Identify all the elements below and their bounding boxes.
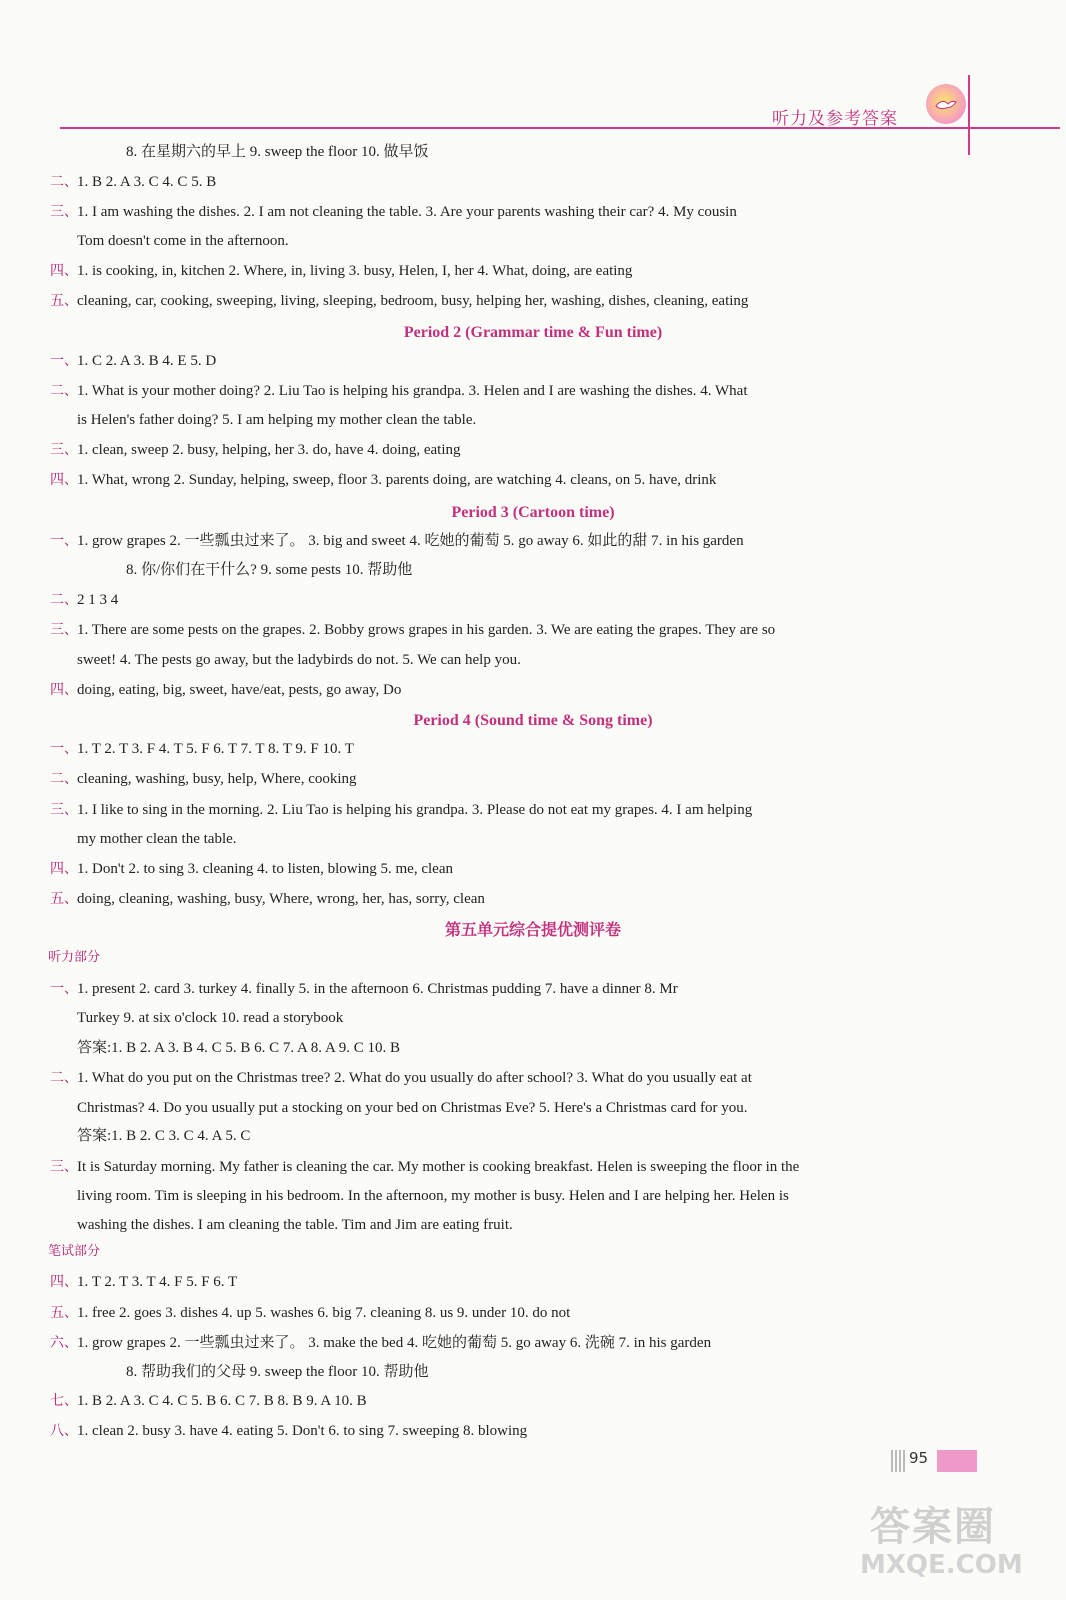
answer-line [50, 828, 1050, 850]
question-marker: 二、 [50, 771, 78, 787]
question-marker: 四、 [50, 263, 78, 279]
answer-text: 1. clean, sweep 2. busy, helping, her 3. do, have 4. doing, eating [77, 442, 461, 458]
answer-line [50, 768, 1050, 790]
answer-line [50, 1037, 1050, 1059]
question-marker: 五、 [50, 1305, 78, 1321]
answer-text: 1. I like to sing in the morning. 2. Liu Tao is helping his grandpa. 3. Please do not eat my grapes. 4. I am helping [77, 802, 753, 818]
question-marker: 三、 [50, 1159, 78, 1175]
answer-text: 1. What is your mother doing? 2. Liu Tao is helping his grandpa. 3. Helen and I are washing the dishes. 4. What [77, 383, 748, 399]
question-marker: 五、 [50, 293, 78, 309]
question-marker: 二、 [50, 1070, 78, 1086]
question-marker: 四、 [50, 861, 78, 877]
question-marker: 一、 [50, 353, 78, 369]
answer-text: 答案:1. B 2. A 3. B 4. C 5. B 6. C 7. A 8. A 9. C 10. B [77, 1040, 400, 1056]
answer-line [50, 171, 1050, 193]
answer-text: 答案:1. B 2. C 3. C 4. A 5. C [77, 1128, 251, 1144]
page-number-decor [891, 1450, 907, 1472]
section-title: Period 2 (Grammar time & Fun time) [403, 324, 663, 341]
answer-text: 1. present 2. card 3. turkey 4. finally 5. in the afternoon 6. Christmas pudding 7. have a dinner 8. Mr [77, 981, 678, 997]
answer-text: 1. is cooking, in, kitchen 2. Where, in, living 3. busy, Helen, I, her 4. What, doing, are eating [77, 263, 633, 279]
answer-text: 1. T 2. T 3. F 4. T 5. F 6. T 7. T 8. T 9. F 10. T [77, 741, 354, 757]
answer-text: cleaning, car, cooking, sweeping, living, sleeping, bedroom, busy, helping her, washing, dishes, cleaning, eating [77, 293, 749, 309]
header-rule [60, 127, 1060, 129]
question-marker: 七、 [50, 1393, 78, 1409]
answer-text: 1. grow grapes 2. 一些瓢虫过来了。 3. make the bed 4. 吃她的葡萄 5. go away 6. 洗碗 7. in his garden [77, 1335, 712, 1351]
question-marker: 一、 [50, 981, 78, 997]
answer-text: 2 1 3 4 [77, 592, 119, 608]
answer-text: 1. What, wrong 2. Sunday, helping, sweep, floor 3. parents doing, are watching 4. cleans, on 5. have, drink [77, 472, 717, 488]
question-marker: 四、 [50, 682, 78, 698]
part-label: 笔试部分 [48, 1244, 101, 1259]
answer-line [50, 1302, 1050, 1324]
answer-text: 1. T 2. T 3. T 4. F 5. F 6. T [77, 1274, 238, 1290]
answer-text: 1. B 2. A 3. C 4. C 5. B 6. C 7. B 8. B 9. A 10. B [77, 1393, 367, 1409]
answer-text: 1. clean 2. busy 3. have 4. eating 5. Don't 6. to sing 7. sweeping 8. blowing [77, 1423, 528, 1439]
answer-line [50, 888, 1050, 910]
answer-line [50, 1332, 1050, 1354]
answer-line [50, 1067, 1050, 1089]
answer-text: doing, eating, big, sweet, have/eat, pests, go away, Do [77, 682, 402, 698]
answer-line [50, 290, 1050, 312]
answer-text: my mother clean the table. [77, 831, 237, 847]
answer-text: 1. What do you put on the Christmas tree? 2. What do you usually do after school? 3. What do you usually eat at [77, 1070, 752, 1086]
answer-line [50, 559, 1050, 581]
question-marker: 三、 [50, 442, 78, 458]
answer-line [50, 530, 1050, 552]
answer-line [50, 738, 1050, 760]
section-title: Period 4 (Sound time & Song time) [413, 712, 653, 729]
section-title: 第五单元综合提优测评卷 [444, 922, 621, 939]
answer-text: 1. C 2. A 3. B 4. E 5. D [77, 353, 217, 369]
question-marker: 八、 [50, 1423, 78, 1439]
watermark-logo: 答案圈 [870, 1504, 996, 1550]
page-header-title: 听力及参考答案 [772, 109, 898, 129]
answer-text: 8. 你/你们在干什么? 9. some pests 10. 帮助他 [126, 562, 413, 578]
answer-line [50, 1097, 1050, 1119]
answer-line [50, 141, 1050, 163]
answer-line [50, 1185, 1050, 1207]
answer-line [50, 260, 1050, 282]
answer-text: 1. B 2. A 3. C 4. C 5. B [77, 174, 217, 190]
answer-line [50, 858, 1050, 880]
question-marker: 四、 [50, 472, 78, 488]
answer-text: Tom doesn't come in the afternoon. [77, 233, 289, 249]
answer-text: 1. grow grapes 2. 一些瓢虫过来了。 3. big and sweet 4. 吃她的葡萄 5. go away 6. 如此的甜 7. in his garden [77, 533, 744, 549]
part-label: 听力部分 [48, 950, 101, 965]
answer-line [50, 1361, 1050, 1383]
question-marker: 三、 [50, 802, 78, 818]
answer-text: It is Saturday morning. My father is cleaning the car. My mother is cooking breakfast. Helen is sweeping the floor in the [77, 1159, 800, 1175]
answer-line [50, 469, 1050, 491]
answer-line [50, 679, 1050, 701]
answer-text: 1. Don't 2. to sing 3. cleaning 4. to listen, blowing 5. me, clean [77, 861, 453, 877]
answer-text: 1. There are some pests on the grapes. 2. Bobby grows grapes in his garden. 3. We are eating the grapes. They are so [77, 622, 776, 638]
answer-text: doing, cleaning, washing, busy, Where, wrong, her, has, sorry, clean [77, 891, 485, 907]
answer-line [50, 1271, 1050, 1293]
answer-text: cleaning, washing, busy, help, Where, cooking [77, 771, 357, 787]
question-marker: 六、 [50, 1335, 78, 1351]
question-marker: 三、 [50, 204, 78, 220]
answer-text: sweet! 4. The pests go away, but the ladybirds do not. 5. We can help you. [77, 652, 521, 668]
question-marker: 四、 [50, 1274, 78, 1290]
answer-line [50, 1390, 1050, 1412]
answer-text: Christmas? 4. Do you usually put a stocking on your bed on Christmas Eve? 5. Here's a Christmas card for you. [77, 1100, 748, 1116]
answer-line [50, 1420, 1050, 1442]
page-number-bar [937, 1450, 977, 1472]
answer-line [50, 619, 1050, 641]
answer-line [50, 978, 1050, 1000]
question-marker: 一、 [50, 533, 78, 549]
answer-line [50, 439, 1050, 461]
answer-line [50, 649, 1050, 671]
answer-line [50, 1214, 1050, 1236]
answer-line [50, 799, 1050, 821]
question-marker: 三、 [50, 622, 78, 638]
answer-line [50, 350, 1050, 372]
answer-text: is Helen's father doing? 5. I am helping my mother clean the table. [77, 412, 477, 428]
answer-line [50, 409, 1050, 431]
answer-line [50, 1156, 1050, 1178]
answer-line [50, 201, 1050, 223]
question-marker: 五、 [50, 891, 78, 907]
answer-line [50, 230, 1050, 252]
answer-line [50, 589, 1050, 611]
answer-text: 1. free 2. goes 3. dishes 4. up 5. washes 6. big 7. cleaning 8. us 9. under 10. do not [77, 1305, 571, 1321]
answer-line [50, 1125, 1050, 1147]
answer-line [50, 1007, 1050, 1029]
answer-text: 1. I am washing the dishes. 2. I am not cleaning the table. 3. Are your parents washing their car? 4. My cousin [77, 204, 737, 220]
answer-line [50, 380, 1050, 402]
answer-text: living room. Tim is sleeping in his bedroom. In the afternoon, my mother is busy. Helen and I are helping her. Helen is [77, 1188, 789, 1204]
question-marker: 一、 [50, 741, 78, 757]
page-number: 95 [909, 1449, 929, 1467]
answer-text: 8. 在星期六的早上 9. sweep the floor 10. 做早饭 [126, 144, 429, 160]
question-marker: 二、 [50, 592, 78, 608]
bird-logo-icon [926, 84, 966, 124]
answer-text: washing the dishes. I am cleaning the table. Tim and Jim are eating fruit. [77, 1217, 513, 1233]
question-marker: 二、 [50, 383, 78, 399]
answer-text: 8. 帮助我们的父母 9. sweep the floor 10. 帮助他 [126, 1364, 429, 1380]
watermark-url: MXQE.COM [860, 1550, 1023, 1580]
question-marker: 二、 [50, 174, 78, 190]
section-title: Period 3 (Cartoon time) [451, 504, 615, 521]
answer-text: Turkey 9. at six o'clock 10. read a storybook [77, 1010, 344, 1026]
